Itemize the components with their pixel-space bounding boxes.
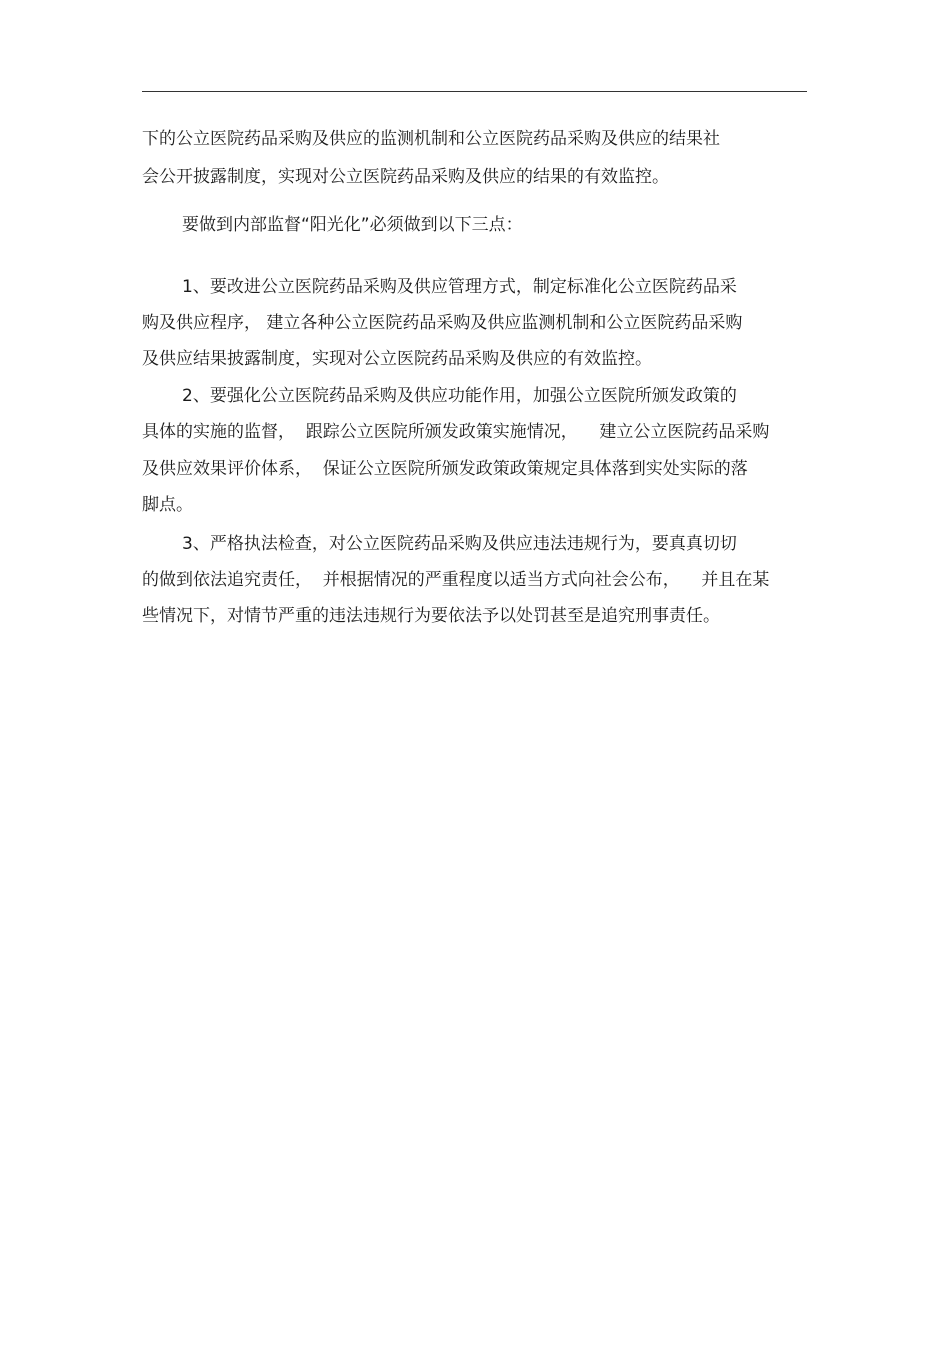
text-line-point1-b: 购及供应程序， 建立各种公立医院药品采购及供应监测机制和公立医院药品采购	[142, 313, 743, 333]
header-rule	[142, 91, 807, 92]
text-line-2: 会公开披露制度，实现对公立医院药品采购及供应的结果的有效监控。	[142, 167, 669, 187]
text-line-point1-c: 及供应结果披露制度，实现对公立医院药品采购及供应的有效监控。	[142, 349, 652, 369]
text-line-point2-a: 2、要强化公立医院药品采购及供应功能作用，加强公立医院所颁发政策的	[182, 386, 737, 406]
text-line-point2-d: 脚点。	[142, 495, 193, 515]
text-line-point3-b: 的做到依法追究责任， 并根据情况的严重程度以适当方式向社会公布， 并且在某	[142, 570, 770, 590]
text-line-point3-a: 3、严格执法检查，对公立医院药品采购及供应违法违规行为，要真真切切	[182, 534, 737, 554]
text-line-point2-b: 具体的实施的监督， 跟踪公立医院所颁发政策实施情况， 建立公立医院药品采购	[142, 422, 770, 442]
text-line-point2-c: 及供应效果评价体系， 保证公立医院所颁发政策政策规定具体落到实处实际的落	[142, 459, 748, 479]
text-line-1: 下的公立医院药品采购及供应的监测机制和公立医院药品采购及供应的结果社	[142, 129, 720, 149]
text-line-point3-c: 些情况下，对情节严重的违法违规行为要依法予以处罚甚至是追究刑事责任。	[142, 606, 720, 626]
text-line-intro: 要做到内部监督“阳光化”必须做到以下三点：	[182, 215, 523, 235]
text-line-point1-a: 1、要改进公立医院药品采购及供应管理方式，制定标准化公立医院药品采	[182, 277, 737, 297]
